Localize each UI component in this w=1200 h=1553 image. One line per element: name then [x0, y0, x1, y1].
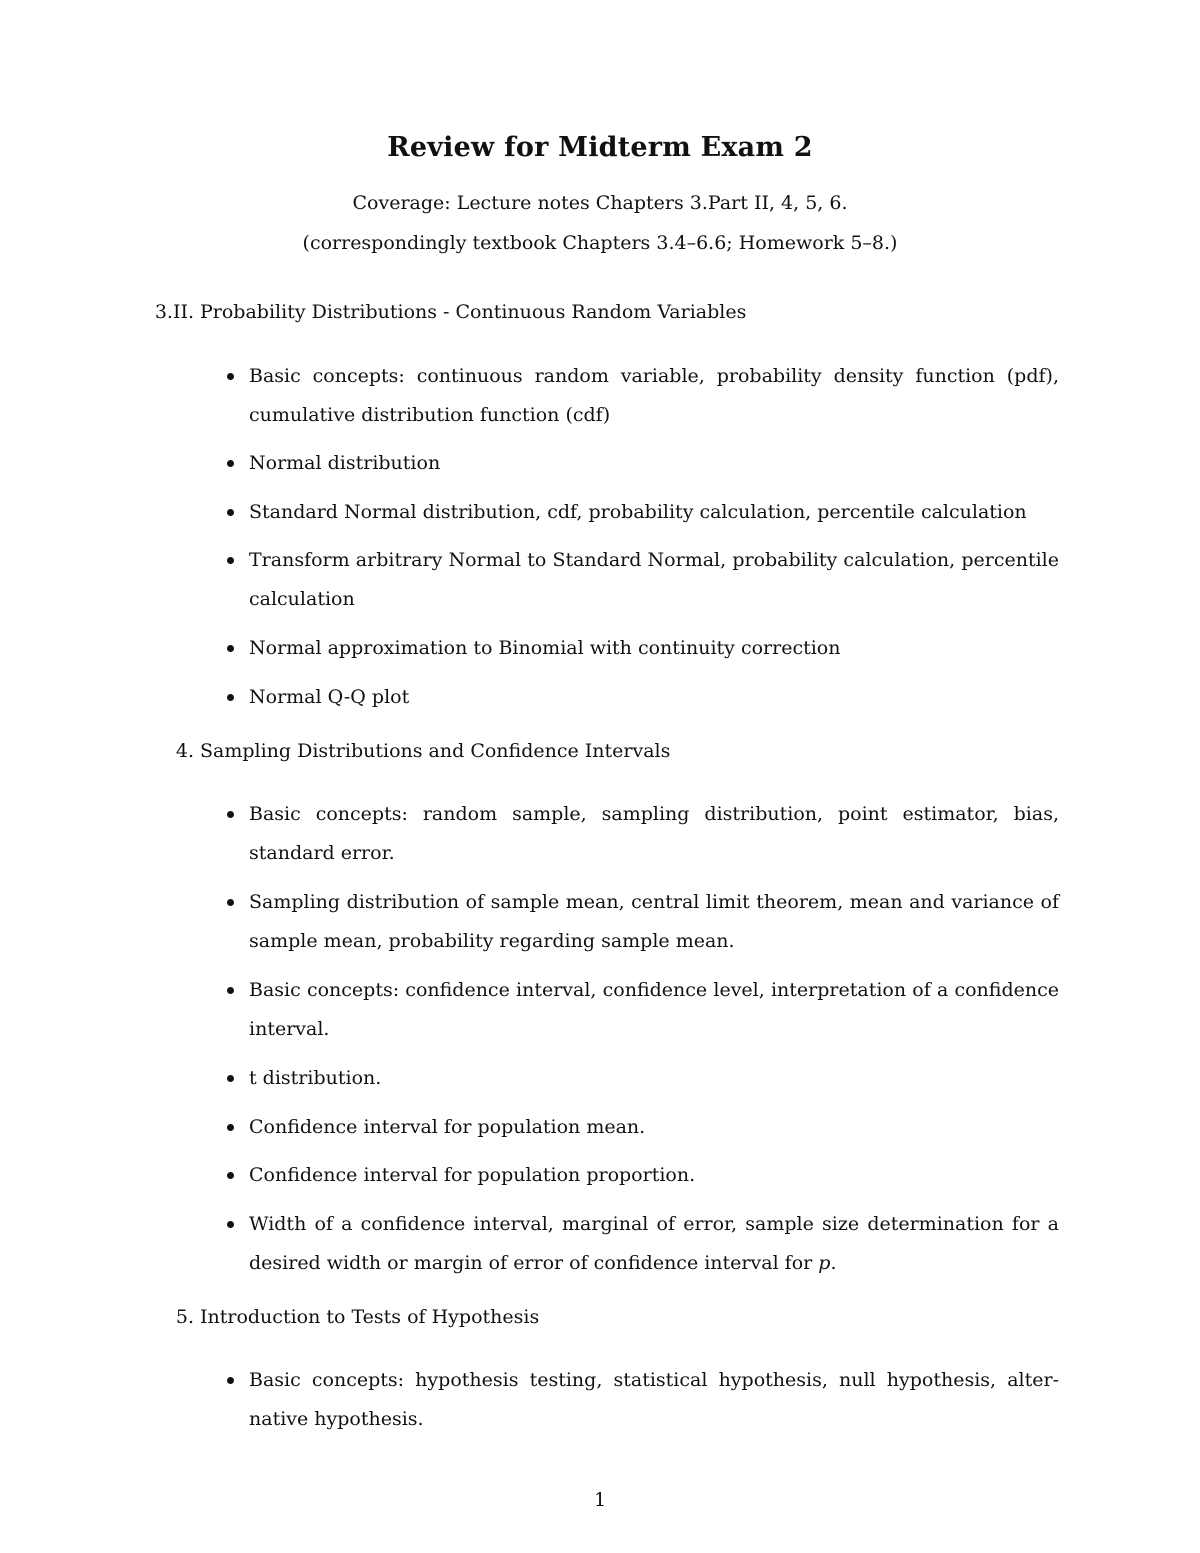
list-item: Sampling distribution of sample mean, central limit theorem, mean and variance of sample mean, probability regarding sample mean. [249, 883, 1059, 961]
bullet-icon [227, 694, 234, 701]
section-4 [0, 737, 1200, 1283]
list-item: Confidence interval for population proportion. [249, 1156, 1059, 1195]
list-item: Normal distribution [249, 444, 1059, 483]
bullet-icon [227, 899, 234, 906]
review-body [0, 298, 1200, 1439]
section-heading [0, 298, 1200, 326]
list-item: Normal Q-Q plot [249, 678, 1059, 717]
list-item: Transform arbitrary Normal to Standard Normal, probability calculation, percentile calculation [249, 541, 1059, 619]
section-5 [0, 1303, 1200, 1439]
bullet-icon [227, 811, 234, 818]
list-item: Confidence interval for population mean. [249, 1108, 1059, 1147]
section-number: 4. [175, 740, 194, 762]
bullet-icon [227, 1124, 234, 1131]
bullet-icon [227, 645, 234, 652]
variable-p: p [818, 1252, 831, 1274]
bullet-icon [227, 987, 234, 994]
section-heading [0, 737, 1200, 765]
bullet-icon [227, 1075, 234, 1082]
list-item: Basic concepts: hypothesis testing, statistical hypothesis, null hypothesis, alternative hypothesis. [249, 1361, 1059, 1439]
page-number: 1 [593, 1489, 607, 1511]
bullet-icon [227, 1172, 234, 1179]
section-title: Introduction to Tests of Hypothesis [200, 1306, 540, 1328]
list-item: t distribution. [249, 1059, 1059, 1098]
list-item: Basic concepts: random sample, sampling distribution, point estimator, bias, standard error. [249, 795, 1059, 873]
bullet-icon [227, 1377, 234, 1384]
section-title: Sampling Distributions and Confidence Intervals [200, 740, 671, 762]
section-title: Probability Distributions - Continuous Random Variables [200, 301, 747, 323]
bullet-icon [227, 1221, 234, 1228]
list-item: Basic concepts: confidence interval, confidence level, interpretation of a confidence interval. [249, 971, 1059, 1049]
bullet-icon [227, 509, 234, 516]
textbook-line: (correspondingly textbook Chapters 3.4–6.6; Homework 5–8.) [302, 232, 898, 254]
topic-list [0, 795, 1200, 1283]
section-number: 3.II. [154, 301, 194, 323]
section-number: 5. [175, 1306, 194, 1328]
bullet-icon [227, 373, 234, 380]
topic-list [0, 1361, 1200, 1439]
topic-list [0, 357, 1200, 717]
section-heading [0, 1303, 1200, 1331]
period: . [830, 1252, 837, 1274]
list-item: Standard Normal distribution, cdf, probability calculation, percentile calculation [249, 493, 1059, 532]
list-item: Width of a confidence interval, marginal of error, sample size determination for a desired width or margin of error of confidence interval for p. [249, 1205, 1059, 1283]
bullet-icon [227, 460, 234, 467]
coverage-line: Coverage: Lecture notes Chapters 3.Part II, 4, 5, 6. [352, 192, 848, 214]
bullet-icon [227, 557, 234, 564]
section-3-ii [0, 298, 1200, 717]
list-item: Basic concepts: continuous random variable, probability density function (pdf), cumulative distribution function (cdf) [249, 357, 1059, 435]
list-item: Normal approximation to Binomial with continuity correction [249, 629, 1059, 668]
page-title: Review for Midterm Exam 2 [387, 132, 813, 163]
